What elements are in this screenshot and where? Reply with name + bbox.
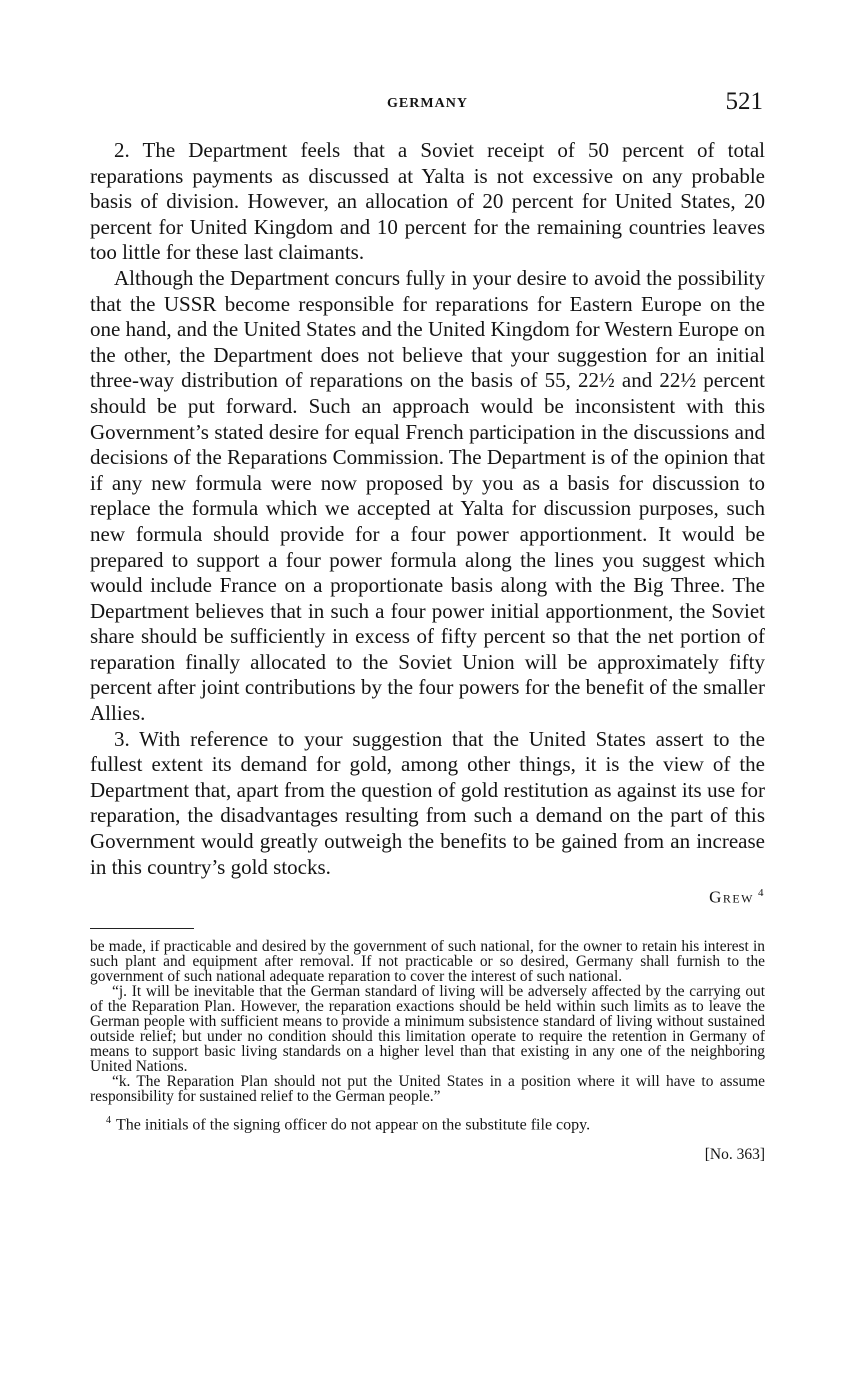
body-text xyxy=(90,138,765,880)
running-header xyxy=(90,88,765,122)
footnote-4 xyxy=(90,1112,765,1134)
footnote-4-mark: 4 xyxy=(106,1114,111,1126)
signatory-name: Grew xyxy=(709,887,754,907)
footnotes xyxy=(90,939,765,1134)
footnote-ref-4: 4 xyxy=(758,887,765,900)
footnote-divider xyxy=(90,928,194,929)
footnote-item-j: “j. It will be inevitable that the German standard of living will be adversely affected by the carrying out of the Reparation Plan. However, the reparation exactions should be held within such limits as to leave the German people with sufficient means to provide a minimum subsistence standard of living without sustained outside relief; but under no condition should this limitation operate to require the retention in Germany of means to support basic living standards on a higher level than that existing in any one of the neighboring United Nations. xyxy=(90,982,765,1075)
footnote-4-text: The initials of the signing officer do not appear on the substitute file copy. xyxy=(116,1116,591,1134)
footnote-continuation: be made, if practicable and desired by the government of such national, for the owner to retain his interest in such plant and equipment after removal. If not practicable or so desired, Germany shall furnish to the government of such national adequate reparation to cover the interest of such national. xyxy=(90,937,765,985)
footnote-item-k: “k. The Reparation Plan should not put the United States in a position where it will have to assume responsibility for sustained relief to the German people.” xyxy=(90,1072,765,1105)
document-page xyxy=(90,88,765,1164)
paragraph-apportionment: Although the Department concurs fully in your desire to avoid the possibility that the USSR become responsible for reparations for Eastern Europe on the one hand, and the United States and the United Kingdom for Western Europe on the other, the Department does not believe that your suggestion for an initial three-way distribution of reparations on the basis of 55, 22½ and 22½ percent should be put forward. Such an approach would be inconsistent with this Government’s stated desire for equal French participation in the discussions and decisions of the Reparations Commission. The Department is of the opinion that if any new formula were now proposed by you as a basis for discussion to replace the formula which we accepted at Yalta for discussion purposes, such new formula should provide for a four power apportionment. It would be prepared to support a four power formula along the lines you suggest which would include France on a proportionate basis along with the Big Three. The Department believes that in such a four power initial apportionment, the Soviet share should be sufficiently in excess of fifty percent so that the net portion of reparation finally allocated to the Soviet Union will be approximately fifty percent after joint contributions by the four powers for the benefit of the smaller Allies. xyxy=(90,265,766,726)
document-number: [No. 363] xyxy=(704,1146,765,1164)
paragraph-2: 2. The Department feels that a Soviet receipt of 50 percent of total reparations payments as discussed at Yalta is not excessive on any probable basis of division. However, an allocation of 20 percent for United States, 20 percent for United Kingdom and 10 percent for the remaining countries leaves too little for these last claimants. xyxy=(90,138,765,265)
running-title: GERMANY xyxy=(387,96,468,111)
paragraph-3: 3. With reference to your suggestion that the United States assert to the fullest extent its demand for gold, among other things, it is the view of the Department that, apart from the question of gold restitution as against its use for reparation, the disadvantages resulting from such a demand on the part of this Government would greatly outweigh the benefits to be gained from an increase in this country’s gold stocks. xyxy=(90,726,765,879)
signature xyxy=(90,880,765,911)
page-number: 521 xyxy=(725,88,763,115)
